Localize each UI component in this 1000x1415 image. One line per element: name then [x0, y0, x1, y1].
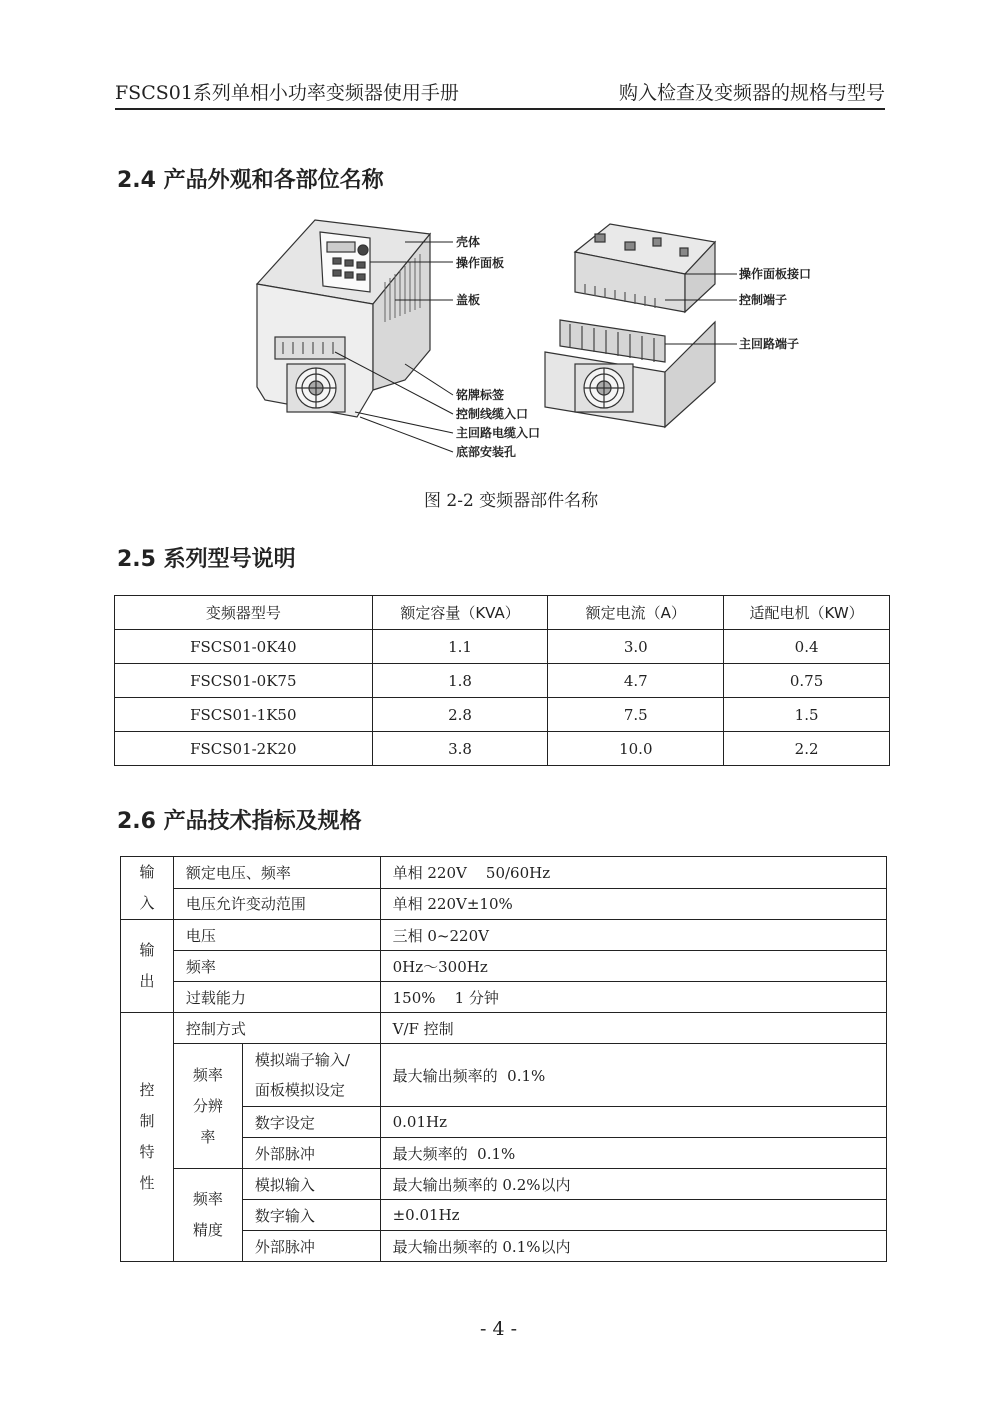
- model-table: [114, 595, 890, 766]
- spec-label: 数字输入: [242, 1200, 380, 1231]
- spec-label: 模拟端子输入/ 面板模拟设定: [242, 1044, 380, 1107]
- label-mounting-holes: 底部安装孔: [456, 445, 517, 459]
- spec-value: 最大输出频率的 0.1%以内: [380, 1231, 886, 1262]
- page-header: [115, 76, 885, 110]
- spec-value: 最大输出频率的 0.2%以内: [380, 1169, 886, 1200]
- figure-caption: 图 2-2 变频器部件名称: [424, 491, 599, 511]
- group-output: 输 出: [121, 920, 174, 1013]
- spec-label: 频率: [173, 951, 380, 982]
- spec-value: 0.01Hz: [380, 1107, 886, 1138]
- label-cover: 盖板: [456, 293, 481, 307]
- spec-label: 数字设定: [242, 1107, 380, 1138]
- model-table-header: [115, 596, 890, 630]
- section-2-6-heading: 2.6 产品技术指标及规格: [117, 809, 362, 834]
- spec-value: 最大频率的 0.1%: [380, 1138, 886, 1169]
- cell-motor: 0.4: [724, 630, 890, 664]
- label-main-cable-inlet: 主回路电缆入口: [456, 426, 541, 440]
- group-freq-resolution: 频率 分辨 率: [173, 1044, 242, 1169]
- inverter-assembled-icon: [257, 220, 430, 417]
- label-control-terminals: 控制端子: [739, 293, 788, 307]
- spec-label: 模拟输入: [242, 1169, 380, 1200]
- inverter-open-icon: [545, 224, 715, 427]
- cell-model: FSCS01-2K20: [115, 732, 373, 766]
- inverter-figure: [245, 212, 835, 472]
- label-nameplate: 铭牌标签: [456, 388, 505, 402]
- table-row: [121, 1169, 887, 1200]
- table-row: [121, 1013, 887, 1044]
- table-row: [121, 982, 887, 1013]
- header-chapter-title: 购入检查及变频器的规格与型号: [618, 82, 885, 104]
- table-row: [121, 1044, 887, 1107]
- label-panel-interface: 操作面板接口: [739, 267, 812, 281]
- cell-model: FSCS01-1K50: [115, 698, 373, 732]
- spec-value: 三相 0~220V: [380, 920, 886, 951]
- section-2-4-heading: 2.4 产品外观和各部位名称: [117, 168, 384, 193]
- cell-current: 10.0: [548, 732, 724, 766]
- group-freq-accuracy: 频率 精度: [173, 1169, 242, 1262]
- spec-label: 电压: [173, 920, 380, 951]
- label-control-cable-inlet: 控制线缆入口: [456, 407, 529, 421]
- header-model: 变频器型号: [115, 596, 373, 630]
- cell-motor: 2.2: [724, 732, 890, 766]
- spec-label: 外部脉冲: [242, 1138, 380, 1169]
- spec-value: 单相 220V 50/60Hz: [380, 857, 886, 889]
- table-row: [121, 857, 887, 889]
- cell-capacity: 2.8: [372, 698, 548, 732]
- cell-current: 3.0: [548, 630, 724, 664]
- table-row: [121, 920, 887, 951]
- page-number: - 4 -: [480, 1318, 518, 1340]
- spec-label: 额定电压、频率: [173, 857, 380, 889]
- header-current: 额定电流（A）: [548, 596, 724, 630]
- cell-model: FSCS01-0K75: [115, 664, 373, 698]
- header-capacity: 额定容量（KVA）: [372, 596, 548, 630]
- section-2-5-heading: 2.5 系列型号说明: [117, 547, 296, 572]
- group-control: 控 制 特 性: [121, 1013, 174, 1262]
- table-row: [115, 698, 890, 732]
- spec-value: 单相 220V±10%: [380, 888, 886, 920]
- label-main-terminals: 主回路端子: [739, 337, 800, 351]
- table-row: [121, 888, 887, 920]
- table-row: [115, 664, 890, 698]
- cell-capacity: 1.8: [372, 664, 548, 698]
- cell-current: 4.7: [548, 664, 724, 698]
- spec-value: 150% 1 分钟: [380, 982, 886, 1013]
- spec-label: 控制方式: [173, 1013, 380, 1044]
- cell-current: 7.5: [548, 698, 724, 732]
- group-input: 输 入: [121, 857, 174, 920]
- cell-motor: 0.75: [724, 664, 890, 698]
- spec-table: [120, 856, 887, 1262]
- label-operation-panel: 操作面板: [456, 256, 505, 270]
- cell-motor: 1.5: [724, 698, 890, 732]
- cell-capacity: 1.1: [372, 630, 548, 664]
- spec-value: ±0.01Hz: [380, 1200, 886, 1231]
- table-row: [115, 630, 890, 664]
- spec-value: 0Hz～300Hz: [380, 951, 886, 982]
- spec-label: 过载能力: [173, 982, 380, 1013]
- header-manual-title: FSCS01系列单相小功率变频器使用手册: [115, 82, 459, 104]
- header-motor: 适配电机（KW）: [724, 596, 890, 630]
- table-row: [121, 951, 887, 982]
- label-shell: 壳体: [456, 235, 481, 249]
- table-row: [115, 732, 890, 766]
- cell-capacity: 3.8: [372, 732, 548, 766]
- spec-value: V/F 控制: [380, 1013, 886, 1044]
- spec-label: 电压允许变动范围: [173, 888, 380, 920]
- cell-model: FSCS01-0K40: [115, 630, 373, 664]
- spec-label: 外部脉冲: [242, 1231, 380, 1262]
- spec-value: 最大输出频率的 0.1%: [380, 1044, 886, 1107]
